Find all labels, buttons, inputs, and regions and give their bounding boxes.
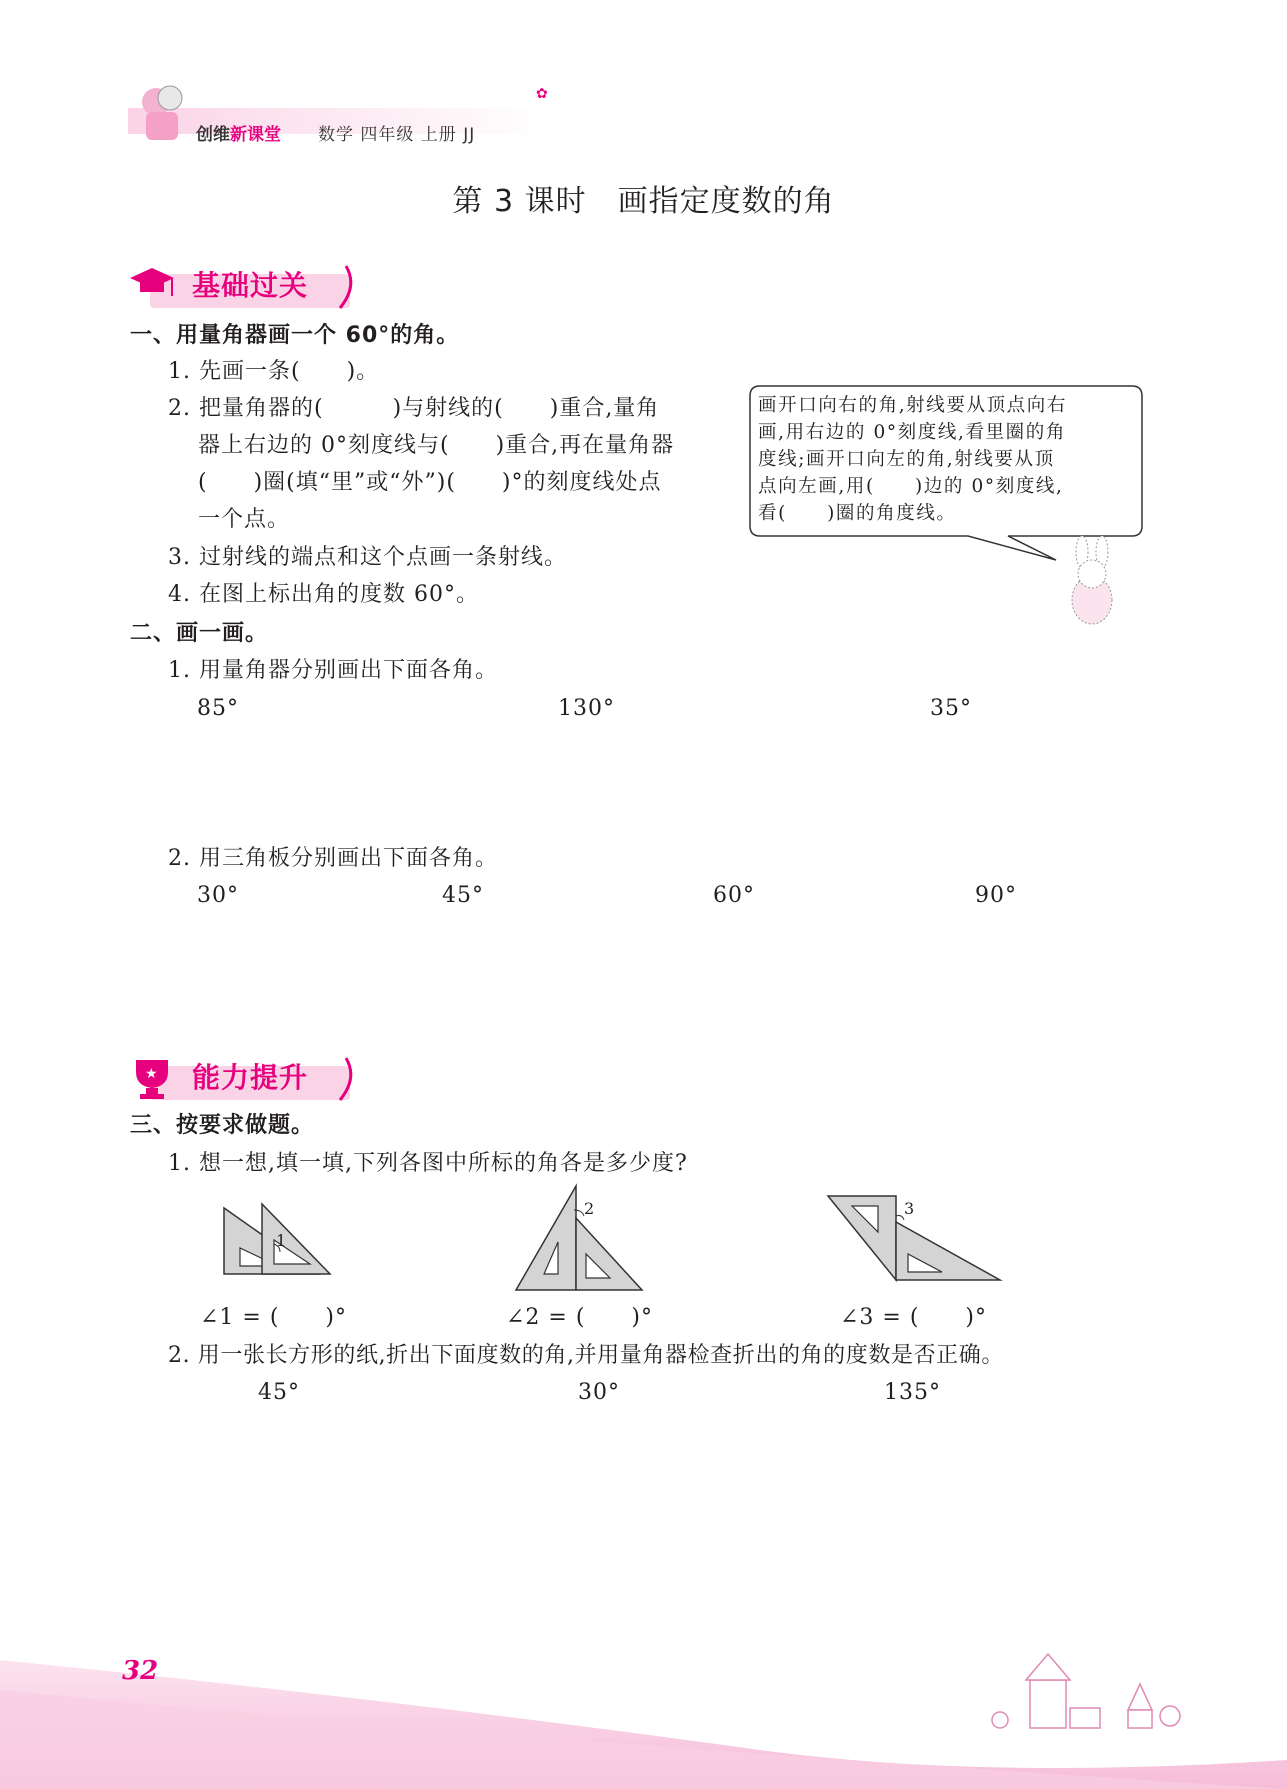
part3-q2: 2. 用一张长方形的纸,折出下面度数的角,并用量角器检查折出的角的度数是否正确。 — [168, 1343, 1004, 1368]
hint-line2: 画,用右边的 0°刻度线,看里圈的角 — [758, 422, 1066, 443]
subject-line: 数学 四年级 上册 JJ — [318, 125, 476, 145]
triangle-figure-1 — [218, 1200, 334, 1280]
part1-step2-line1: 2. 把量角器的( )与射线的( )重合,量角 — [168, 396, 660, 421]
part1-step2-line3: ( )圈(填“里”或“外”)( )°的刻度线处点 — [198, 470, 662, 495]
hint-line5: 看( )圈的角度线。 — [758, 503, 957, 524]
footer-wave — [0, 1640, 1287, 1789]
fold-angle-135: 135° — [884, 1380, 941, 1405]
q2-angle-90: 90° — [975, 883, 1017, 908]
answer-angle-1: ∠1 = ( )° — [200, 1305, 348, 1330]
castle-decoration-icon — [992, 1654, 1180, 1728]
rabbit-mascot-icon — [1072, 536, 1112, 624]
part1-step1: 1. 先画一条( )。 — [168, 359, 380, 384]
q1-angle-35: 35° — [930, 696, 972, 721]
part1-step4: 4. 在图上标出角的度数 60°。 — [168, 582, 479, 607]
figure-label-2: 2 — [584, 1199, 595, 1218]
fold-angle-45: 45° — [258, 1380, 300, 1405]
brand-name: 创维新课堂 — [196, 125, 281, 145]
hint-line4: 点向左画,用( )边的 0°刻度线, — [758, 476, 1064, 497]
part2-q1: 1. 用量角器分别画出下面各角。 — [168, 658, 498, 683]
part2-q2: 2. 用三角板分别画出下面各角。 — [168, 846, 498, 871]
triangle-figure-3 — [824, 1192, 1004, 1284]
page-number: 32 — [122, 1656, 159, 1686]
svg-text:✿: ✿ — [536, 86, 548, 102]
section-title-ability: 能力提升 — [192, 1061, 309, 1094]
part1-step2-line4: 一个点。 — [198, 507, 291, 532]
section-title-basic: 基础过关 — [192, 269, 309, 302]
q2-angle-45: 45° — [442, 883, 484, 908]
q1-angle-130: 130° — [558, 696, 615, 721]
part2-heading: 二、画一画。 — [130, 621, 269, 646]
figure-label-3: 3 — [904, 1199, 915, 1218]
q1-angle-85: 85° — [197, 696, 239, 721]
part1-heading: 一、用量角器画一个 60°的角。 — [130, 323, 460, 348]
page-title: 第 3 课时 画指定度数的角 — [452, 184, 835, 219]
hint-line3: 度线;画开口向左的角,射线要从顶 — [758, 449, 1055, 470]
part3-q1: 1. 想一想,填一填,下列各图中所标的角各是多少度? — [168, 1151, 688, 1176]
answer-angle-2: ∠2 = ( )° — [506, 1305, 654, 1330]
part1-step2-line2: 器上右边的 0°刻度线与( )重合,再在量角器 — [198, 433, 675, 458]
figure-label-1: 1 — [276, 1231, 287, 1250]
q2-angle-60: 60° — [713, 883, 755, 908]
part1-step3: 3. 过射线的端点和这个点画一条射线。 — [168, 545, 567, 570]
triangle-figure-2 — [510, 1182, 646, 1294]
q2-angle-30: 30° — [197, 883, 239, 908]
svg-text:★: ★ — [145, 1066, 158, 1082]
answer-angle-3: ∠3 = ( )° — [840, 1305, 988, 1330]
hint-line1: 画开口向右的角,射线要从顶点向右 — [758, 395, 1067, 416]
part3-heading: 三、按要求做题。 — [130, 1113, 315, 1138]
fold-angle-30: 30° — [578, 1380, 620, 1405]
